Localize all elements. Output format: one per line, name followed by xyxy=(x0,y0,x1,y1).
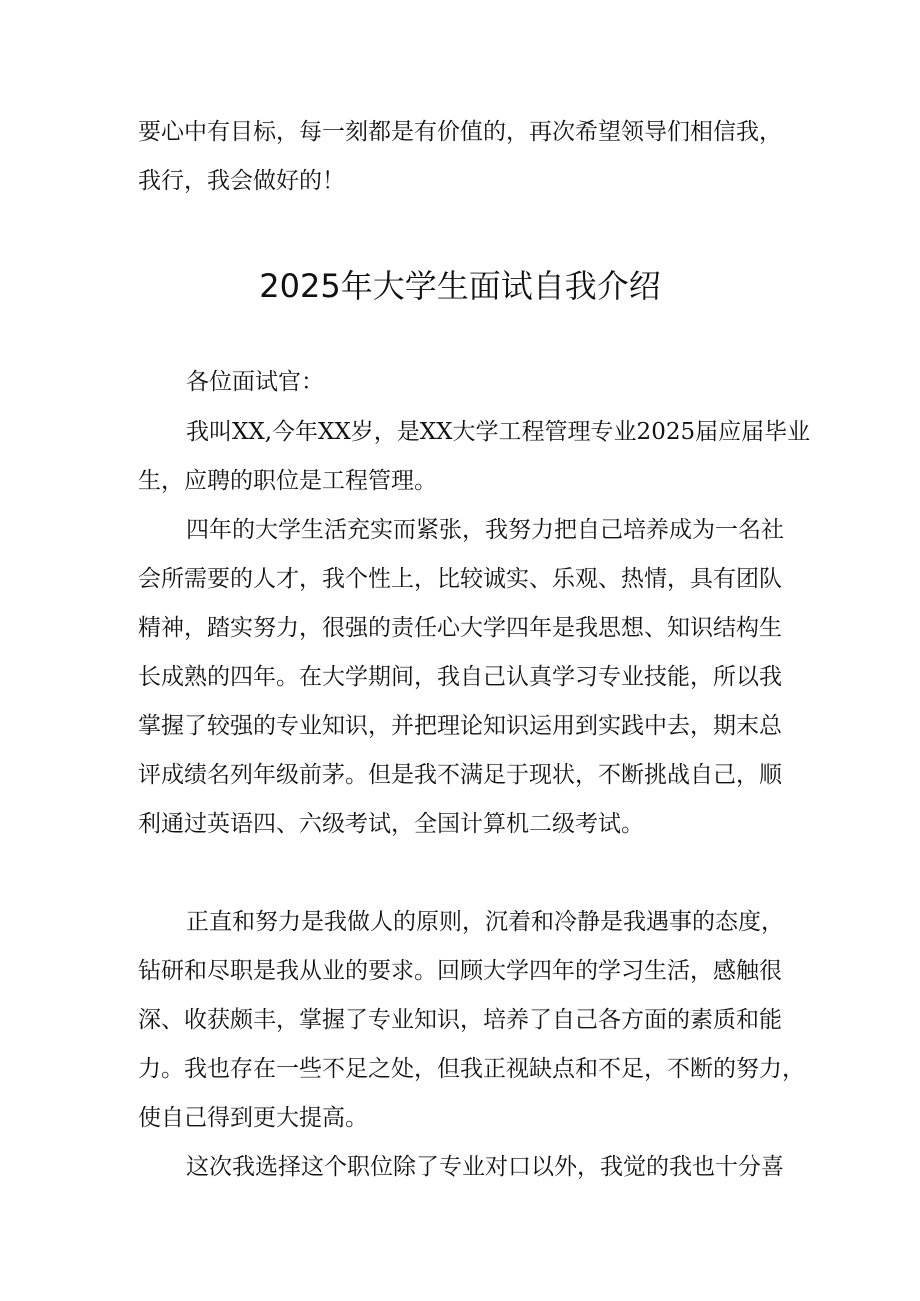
para3-line: 力。我也存在一些不足之处，但我正视缺点和不足，不断的努力， xyxy=(138,1056,805,1082)
para4-line: 这次我选择这个职位除了专业对口以外，我觉的我也十分喜 xyxy=(186,1154,784,1180)
para1-line: 生，应聘的职位是工程管理。 xyxy=(138,468,437,494)
greeting: 各位面试官： xyxy=(186,369,324,395)
para2-line: 评成绩名列年级前茅。但是我不满足于现状，不断挑战自己，顺 xyxy=(138,762,782,788)
para3-line: 使自己得到更大提高。 xyxy=(138,1105,368,1131)
para3-line: 钻研和尽职是我从业的要求。回顾大学四年的学习生活，感触很 xyxy=(138,958,782,984)
prev-para-line: 要心中有目标，每一刻都是有价值的，再次希望领导们相信我， xyxy=(138,119,782,145)
para2-line: 掌握了较强的专业知识，并把理论知识运用到实践中去，期末总 xyxy=(138,713,782,739)
para2-line: 会所需要的人才，我个性上，比较诚实、乐观、热情，具有团队 xyxy=(138,566,782,592)
para2-line: 长成熟的四年。在大学期间，我自己认真学习专业技能，所以我 xyxy=(138,664,782,690)
prev-para-line: 我行，我会做好的！ xyxy=(138,168,345,194)
para3-line: 正直和努力是我做人的原则，沉着和冷静是我遇事的态度， xyxy=(186,909,784,935)
document-title: 2025年大学生面试自我介绍 xyxy=(259,267,661,305)
para2-line: 精神，踏实努力，很强的责任心大学四年是我思想、知识结构生 xyxy=(138,615,782,641)
para3-line: 深、收获颇丰，掌握了专业知识，培养了自己各方面的素质和能 xyxy=(138,1007,782,1033)
para2-line: 利通过英语四、六级考试，全国计算机二级考试。 xyxy=(138,811,644,837)
para1-line: 我叫XX,今年XX岁，是XX大学工程管理专业2025届应届毕业 xyxy=(186,419,811,445)
para2-line: 四年的大学生活充实而紧张，我努力把自己培养成为一名社 xyxy=(186,517,784,543)
